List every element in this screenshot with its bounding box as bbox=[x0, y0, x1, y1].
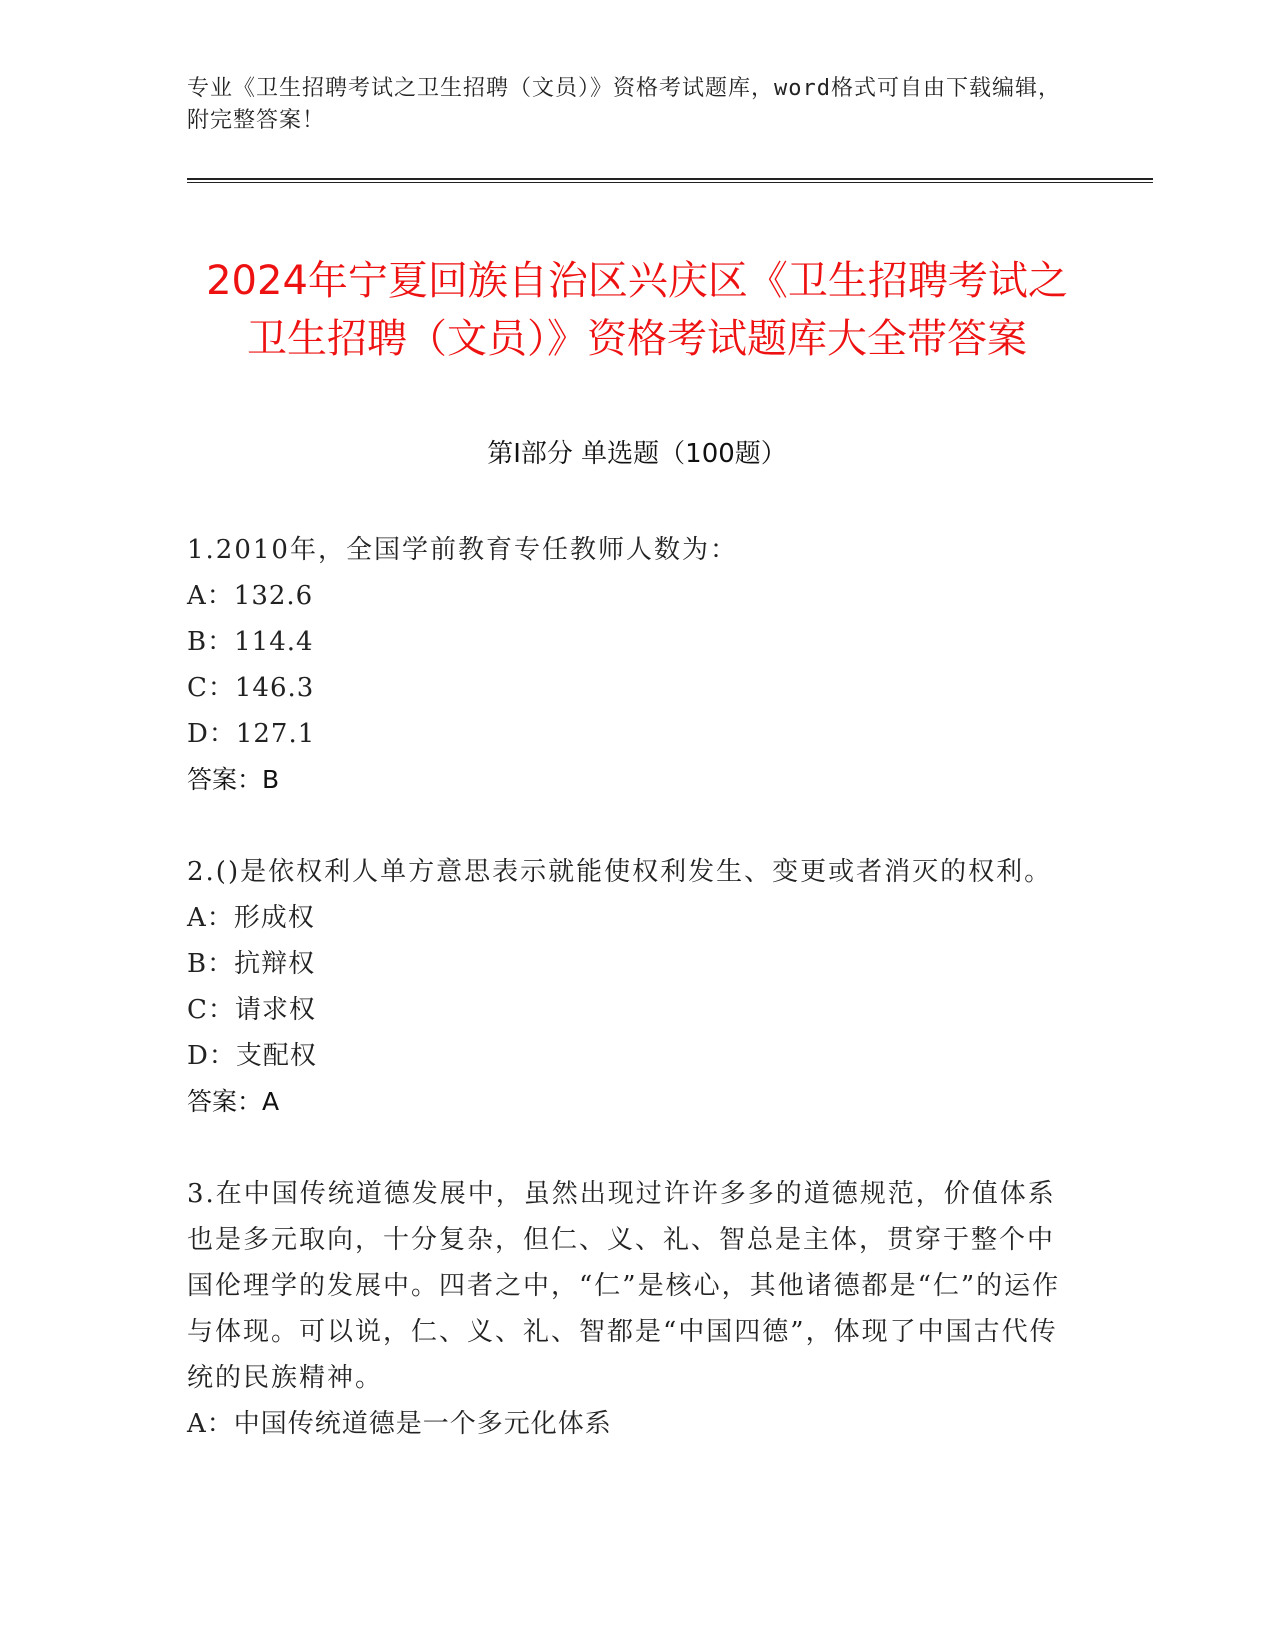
option-b: B：114.4 bbox=[187, 627, 314, 657]
option-d: D：127.1 bbox=[187, 719, 316, 749]
question-list bbox=[187, 527, 1067, 1493]
option-c: C：146.3 bbox=[187, 673, 315, 703]
question-3 bbox=[187, 1171, 1067, 1447]
option-a: A：132.6 bbox=[187, 581, 314, 611]
section-title: 第Ⅰ部分 单选题（100题） bbox=[487, 439, 787, 469]
header-divider-thin bbox=[187, 182, 1153, 183]
option-b: B：抗辩权 bbox=[187, 949, 316, 979]
document-title: 2024年宁夏回族自治区兴庆区《卫生招聘考试之卫生招聘（文员）》资格考试题库大全带答案 bbox=[206, 257, 1068, 362]
question-stem: 2.()是依权利人单方意思表示就能使权利发生、变更或者消灭的权利。 bbox=[187, 857, 1053, 887]
header-divider-thick bbox=[187, 178, 1153, 180]
question-stem: 1.2010年，全国学前教育专任教师人数为： bbox=[187, 535, 738, 565]
option-a: A：中国传统道德是一个多元化体系 bbox=[187, 1409, 612, 1439]
answer-line: 答案：A bbox=[187, 1087, 280, 1116]
question-1 bbox=[187, 527, 1067, 803]
option-c: C：请求权 bbox=[187, 995, 316, 1025]
question-stem: 3.在中国传统道德发展中，虽然出现过许许多多的道德规范，价值体系也是多元取向，十分复杂，但仁、义、礼、智总是主体，贯穿于整个中国伦理学的发展中。四者之中，“仁”是核心，其他诸德都是“仁”的运作与体现。可以说，仁、义、礼、智都是“中国四德”，体现了中国古代传统的民族精神。 bbox=[187, 1179, 1061, 1393]
answer-line: 答案：B bbox=[187, 765, 280, 794]
question-2 bbox=[187, 849, 1067, 1125]
option-d: D：支配权 bbox=[187, 1041, 317, 1071]
option-a: A：形成权 bbox=[187, 903, 315, 933]
header-note: 专业《卫生招聘考试之卫生招聘（文员）》资格考试题库，word格式可自由下载编辑，附完整答案！ bbox=[187, 76, 1061, 133]
